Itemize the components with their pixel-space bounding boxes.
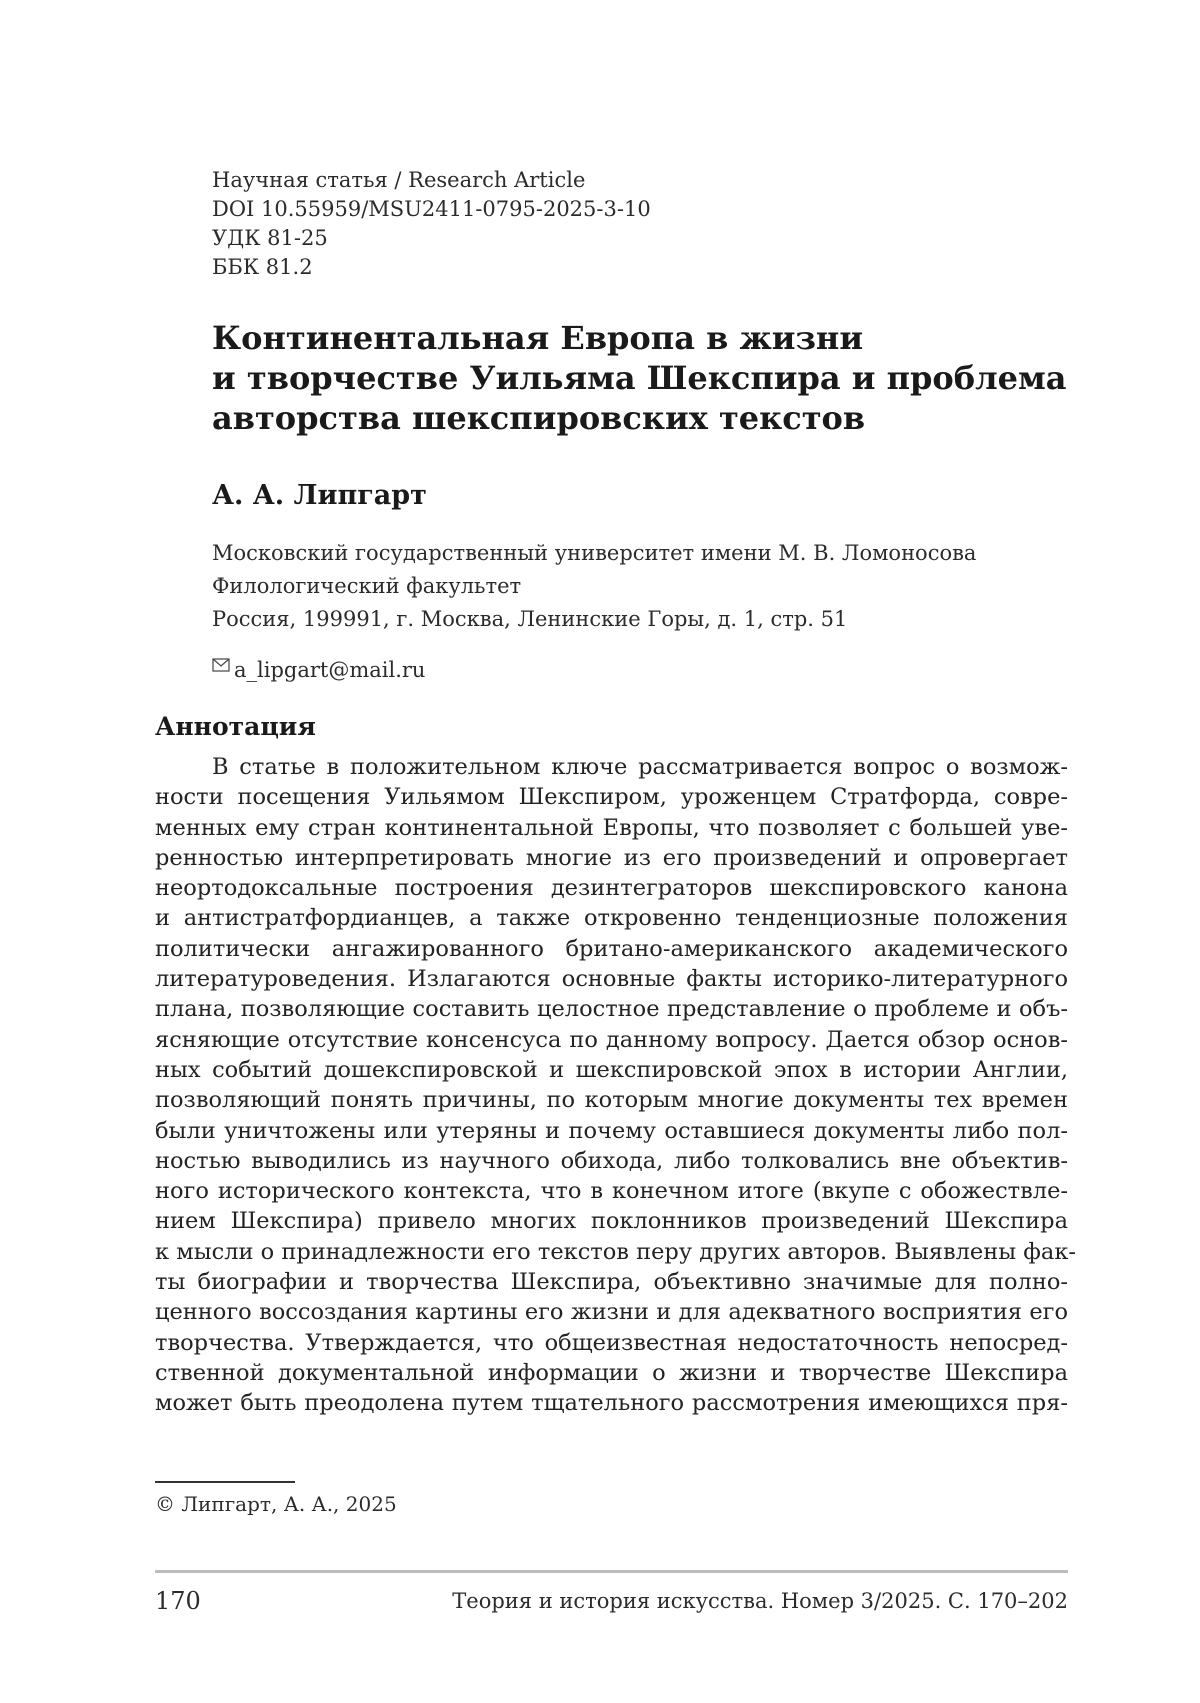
article-metadata [212,166,651,282]
address: Россия, 199991, г. Москва, Ленинские Горы, д. 1, стр. 51 [212,607,848,631]
footer-divider [155,1570,1068,1573]
bbk-code: ББК 81.2 [212,255,313,279]
title-line: Континентальная Европа в жизни [212,319,864,357]
journal-citation: Теория и история искусства. Номер 3/2025. С. 170–202 [452,1589,1068,1613]
article-type: Научная статья / Research Article [212,168,586,192]
abstract-line: неортодоксальные построения дезинтеграторов шекспировского канона [155,875,1068,902]
envelope-icon [212,658,230,672]
abstract-line: может быть преодолена путем тщательного рассмотрения имеющихся пря- [155,1390,1068,1417]
copyright-note: © Липгарт, А. А., 2025 [155,1492,397,1516]
abstract-line: ясняющие отсутствие консенсуса по данному вопросу. Дается обзор основ- [155,1026,1068,1053]
affiliation [212,537,976,636]
abstract-line: В статье в положительном ключе рассматривается вопрос о возмож- [212,754,1068,780]
article-title [212,318,1092,438]
abstract-line: нием Шекспира) привело многих поклонников произведений Шекспира [155,1208,1068,1235]
abstract-body [155,752,1076,1419]
abstract-line: и антистратфордианцев, а также откровенно тенденциозные положения [155,905,1068,932]
footnote-divider [155,1481,295,1483]
udk-code: УДК 81-25 [212,226,328,250]
abstract-line: литературоведения. Излагаются основные факты историко-литературного [155,966,1068,993]
author-name: А. А. Липгарт [212,480,427,511]
page-number: 170 [155,1587,201,1615]
abstract-line: творчества. Утверждается, что общеизвестная недостаточность непосред- [155,1329,1068,1356]
title-line: и творчестве Уильяма Шекспира и проблема [212,359,1067,397]
abstract-heading: Аннотация [155,712,316,741]
email-address[interactable]: a_lipgart@mail.ru [234,658,426,682]
abstract-line: ты биографии и творчества Шекспира, объективно значимые для полно- [155,1269,1068,1296]
abstract-line: ностью выводились из научного обихода, либо толковались вне объектив- [155,1147,1068,1174]
abstract-line: ценного воссоздания картины его жизни и для адекватного восприятия его [155,1299,1068,1326]
abstract-line: ного исторического контекста, что в конечном итоге (вкупе с обожествле- [155,1178,1068,1205]
faculty: Филологический факультет [212,574,522,598]
title-line: авторства шекспировских текстов [212,399,866,437]
doi: DOI 10.55959/MSU2411-0795-2025-3-10 [212,197,651,221]
abstract-line: ности посещения Уильямом Шекспиром, уроженцем Стратфорда, совре- [155,784,1068,811]
abstract-line: позволяющий понять причины, по которым многие документы тех времен [155,1087,1068,1114]
university: Московский государственный университет имени М. В. Ломоносова [212,541,977,565]
abstract-line: менных ему стран континентальной Европы, что позволяет с большей уве- [155,814,1068,841]
abstract-line: ренностью интерпретировать многие из его произведений и опровергает [155,844,1068,871]
abstract-line: были уничтожены или утеряны и почему оставшиеся документы либо пол- [155,1117,1068,1144]
abstract-line: политически ангажированного британо-американского академического [155,935,1068,962]
abstract-line: плана, позволяющие составить целостное представление о проблеме и объ- [155,996,1068,1023]
contact-email [212,658,425,682]
abstract-line: ственной документальной информации о жизни и творчестве Шекспира [155,1359,1068,1386]
abstract-line: ных событий дошекспировской и шекспировской эпох в истории Англии, [155,1056,1068,1083]
abstract-line: к мысли о принадлежности его текстов перу других авторов. Выявлены фак- [155,1238,1076,1265]
